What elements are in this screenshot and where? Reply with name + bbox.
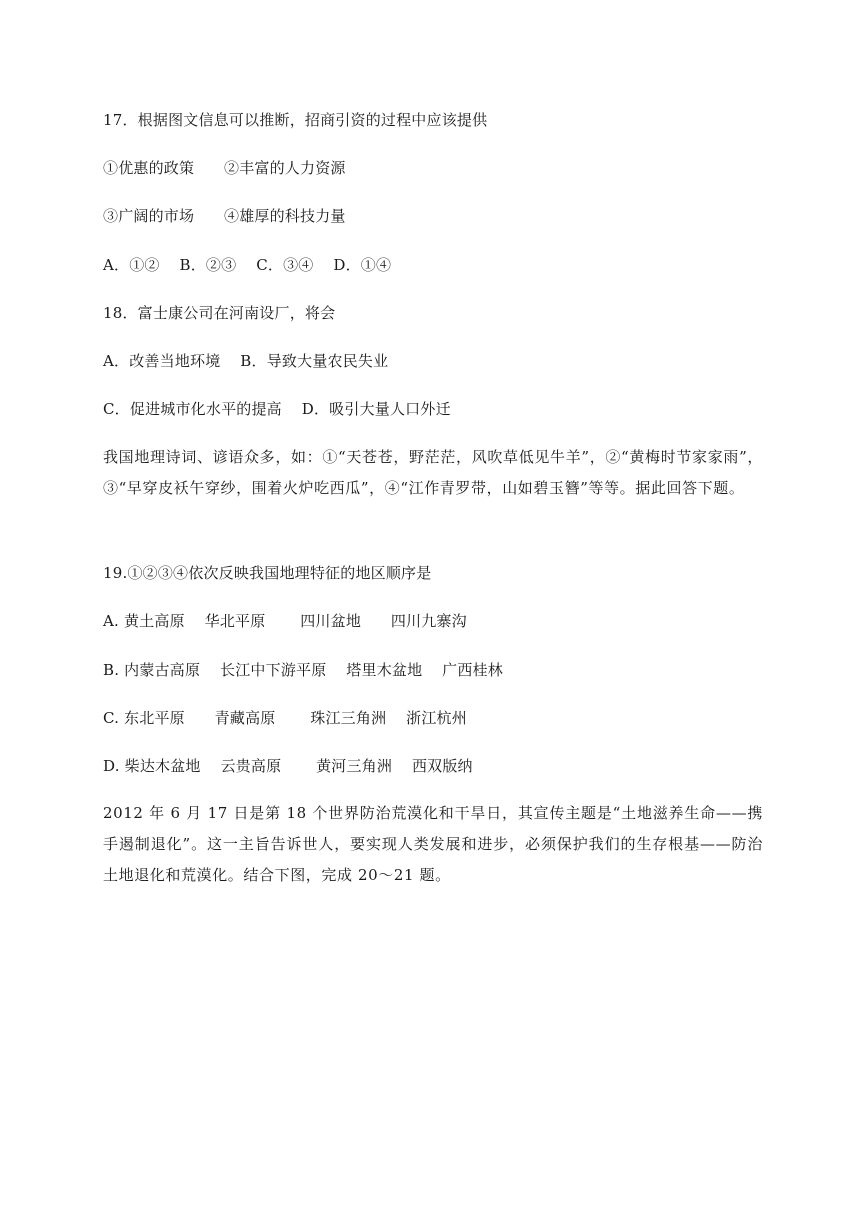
question-17-options-line-2: ③广阔的市场 ④雄厚的科技力量	[103, 207, 346, 225]
question-19-option-d: D. 柴达木盆地 云贵高原 黄河三角洲 西双版纳	[103, 757, 473, 775]
passage-desertification-day: 2012 年 6 月 17 日是第 18 个世界防治荒漠化和干旱日，其宣传主题是“土地滋养生命——携手遏制退化”。这一主旨告诉世人，要实现人类发展和进步，必须保护我们的生存根基——防治土地退化和荒漠化。结合下图，完成 20～21 题。	[103, 804, 763, 884]
question-18-choices-line-2: C．促进城市化水平的提高 D．吸引大量人口外迁	[103, 400, 451, 418]
question-17-choices: A．①② B．②③ C．③④ D．①④	[103, 256, 392, 274]
question-17-options-line-1: ①优惠的政策 ②丰富的人力资源	[103, 159, 346, 177]
question-17-stem: 17．根据图文信息可以推断，招商引资的过程中应该提供	[103, 111, 488, 129]
question-19-option-b: B. 内蒙古高原 长江中下游平原 塔里木盆地 广西桂林	[103, 661, 503, 679]
question-18-stem: 18．富士康公司在河南设厂，将会	[103, 304, 336, 322]
passage-poems: 我国地理诗词、谚语众多，如：①“天苍苍，野茫茫，风吹草低见牛羊”，②“黄梅时节家家雨”，③“早穿皮袄午穿纱，围着火炉吃西瓜”，④“江作青罗带，山如碧玉簪”等等。据此回答下题。	[103, 448, 763, 497]
question-19-stem: 19.①②③④依次反映我国地理特征的地区顺序是	[103, 564, 432, 582]
question-19-option-a: A. 黄土高原 华北平原 四川盆地 四川九寨沟	[103, 612, 467, 630]
question-18-choices-line-1: A．改善当地环境 B．导致大量农民失业	[103, 352, 389, 370]
question-19-option-c: C. 东北平原 青藏高原 珠江三角洲 浙江杭州	[103, 709, 467, 727]
